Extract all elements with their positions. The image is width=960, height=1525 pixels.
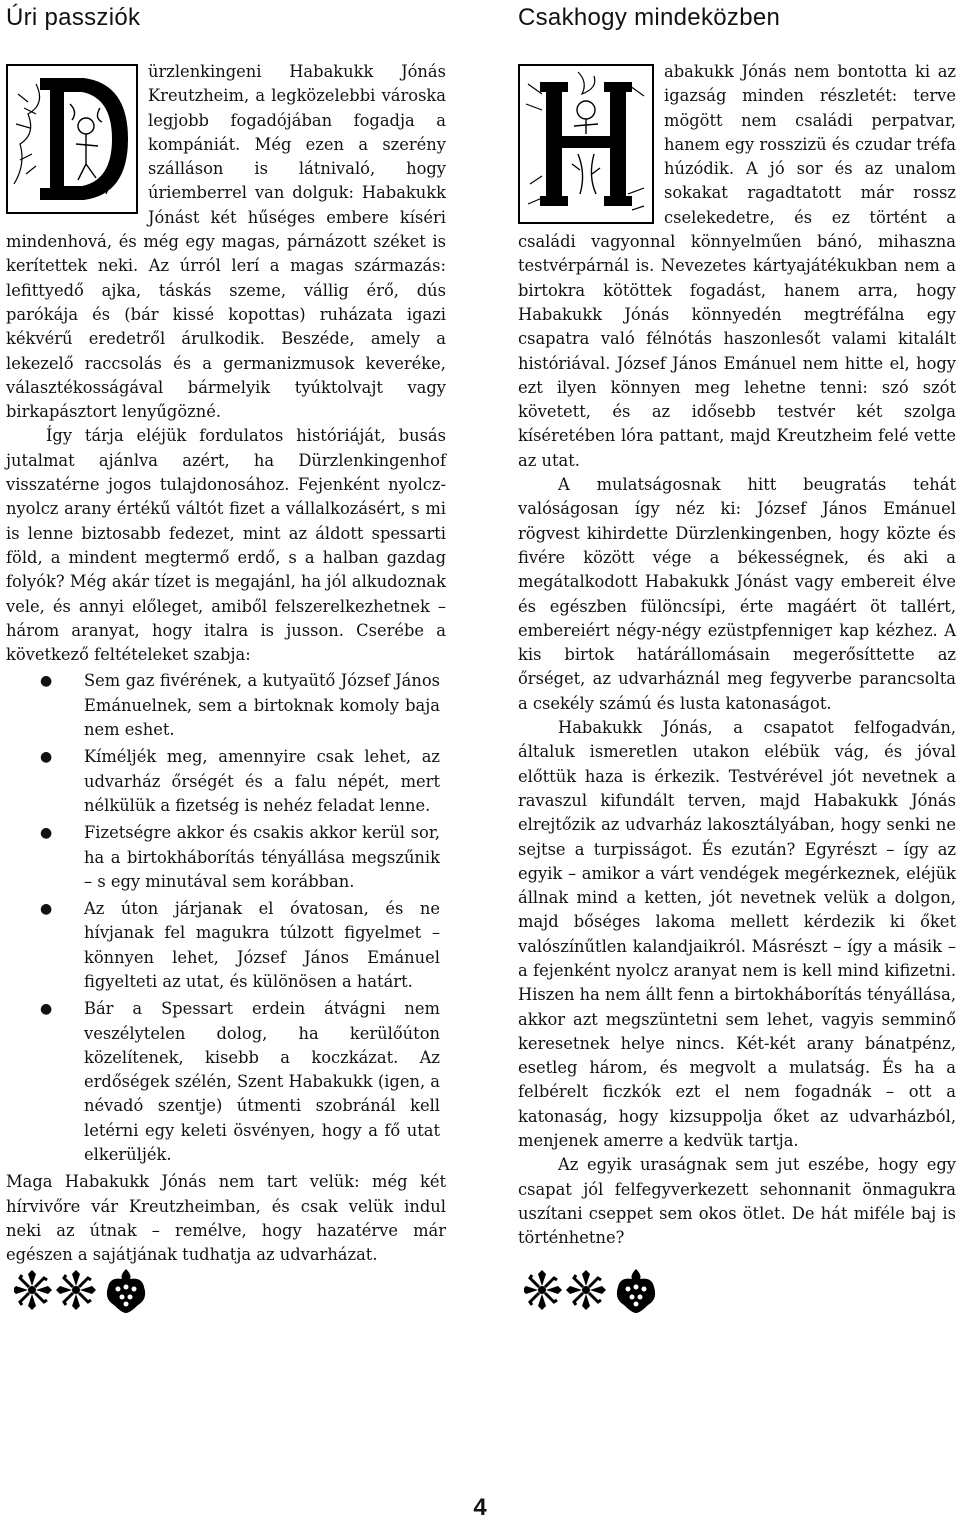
left-section-title: Úri passziók	[6, 4, 141, 31]
left-body-text	[6, 60, 446, 1268]
list-item	[40, 821, 446, 894]
right-paragraph-4: Az egyik uraságnak sem jut eszébe, hogy egy csapat jól felfegyverkezett sehonnanit önmagukra uszítani cseppet sem okos ötlet. De hát miféle baj is történhetne?	[518, 1155, 956, 1248]
left-paragraph-3: Maga Habakukk Jónás nem tart velük: még két hírvivőre vár Kreutzheimban, és csak velük indul neki az útnak – remélve, hogy hazatérve már egészen a sajátjának tudhatja az udvarházat.	[6, 1172, 446, 1265]
woodcut-initial-h-icon	[518, 64, 654, 224]
conditions-list	[6, 669, 446, 1167]
dropcap-d	[6, 64, 138, 214]
list-item	[40, 669, 446, 742]
bullet-icon: ●	[40, 673, 53, 690]
list-item-text: Sem gaz fivérének, a kutyaütő József János Emánuelnek, sem a birtoknak komoly baja nem eshet.	[84, 671, 440, 740]
right-body-text	[518, 60, 956, 1251]
left-paragraph-1: ürzlenkingeni Habakukk Jónás Kreutzheim, a legközelebbi városka legjobb fogadójában fogadja a kompániát. Még ezen a szerény szálláson is látnivaló, hogy úriemberrel van dolguk: Habakukk Jónást két hűséges embere kíséri mindenhová, és még egy magas, párnázott széket is kerítettek neki. Az úrról lerí a magas származás: lefittyedő ajka, táskás szeme, vállig érő, dús parókája és (bár kissé kopottas) ruházata igazi kékvérű eredetről árulkodik. Beszéde, amely a lekezelő raccsolás és a germanizmusok keveréke, választékosságával bármelyik tyúktolvajt vagy birkapásztort lenyűgözné.	[6, 62, 446, 422]
fleuron-ornament-icon	[14, 1265, 164, 1315]
bullet-icon: ●	[40, 901, 53, 918]
list-item	[40, 745, 446, 818]
right-paragraph-2: A mulatságosnak hitt beugratás tehát valóságosan így néz ki: József János Emánuel rögvest kihirdette Dürzlenkingenben, hogy közte és fivére között vége a békességnek, és aki a megátalkodott Habakukk Jónást vagy embereit élve és egészben fülöncsípi, érte magáért öt tallért, embereiért négy-négy ezüstpfennigeт kap kézhez. A kis birtok határállomásain megerősíttette az őrséget, az udvarháznál meg fegyverbe parancsolta a csekély számú és lusta katonaságot.	[518, 475, 956, 713]
ornament-left	[14, 1265, 164, 1315]
fleuron-ornament-icon	[524, 1265, 674, 1315]
list-item-text: Fizetségre akkor és csakis akkor kerül sor, ha a birtokháborítás tényállása megszűnik – s egy minutával sem korábban.	[84, 823, 440, 891]
page-number: 4	[473, 1494, 487, 1521]
list-item	[40, 997, 446, 1167]
list-item-text: Kíméljék meg, amennyire csak lehet, az udvarház őrségét és a falu népét, mert nélkülük a fizetség is nehéz feladat lenne.	[84, 747, 440, 815]
left-paragraph-2: Így tárja eléjük fordulatos históriáját, busás jutalmat ajánlva azért, ha Dürzlenkingenhof visszatérne jogos tulajdonosához. Fejenként nyolcz-nyolcz arany értékű váltót fizet a vállalkozásért, s mi is lenne biztosabb fedezet, mint az áldott spessarti föld, a mindent megtermő erdő, s a halban gazdag folyók? Még akár tízet is megajánl, ha jól alkudoznak vele, és annyi előleget, amiből felszerelkezhetnek – három aranyat, hogy italra is jusson. Cserébe a következő feltételeket szabja:	[6, 426, 446, 665]
right-section-title: Csakhogy mindeközben	[518, 4, 781, 31]
right-paragraph-3: Habakukk Jónás, a csapatot felfogadván, általuk ismeretlen utakon elébük vág, és jóval előttük haza is érkezik. Testvérével jót nevetnek a ravaszul kifundált terven, majd Habakukk Jónás elrejtőzik az udvarház lakosztályában, hogy senki ne sejtse a turpisságot. És ezután? Egyrészt – így az egyik – amikor a várt vendégek megérkeznek, eléjük állnak mind a ketten, jót nevetnek velük a dolgon, majd bőséges lakoma mellett kérdezik ki őket valószínűtlen kalandjaikról. Másrészt – így a másik – a fejenként nyolcz aranyat nem is kell mind kifizetni. Hiszen ha nem állt fenn a birtokháborítás tényállása, akkor azt megszüntetni sem lehet, vagyis semminő keresetnek helye nincs. Két-két arany bánatpénz, esetleg három, és megvolt a mulatság. És ha a felbérelt ficzkók ezt el nem fogadnák – ott a katonaság, hogy kizsuppolja őket az udvarházból, menjenek amerre a kedvük tartja.	[518, 718, 957, 1151]
list-item	[40, 897, 446, 994]
ornament-right	[524, 1265, 674, 1315]
right-paragraph-1: abakukk Jónás nem bontotta ki az igazság minden részletét: terve mögött nem családi perpatvar, hanem egy rosszizü és czudar tréfa húzódik. A jó sor és az unalom sokakat ragadtatott már rossz cselekedetre, és ez történt a családi vagyonnal könnyelműen bánó, mihaszna testvérpárnál is. Nevezetes kártyajátékukban nem a birtokra kötöttek fogadást, hanem arra, hogy Habakukk Jónás könnyedén megtréfálna egy csapatra való félnótás haszonlesőt valami kitalált históriával. József János Emánuel nem hitte el, hogy ezt ilyen könnyen meg lehetne tenni: szó szót követett, és az idősebb testvér két szolga kíséretében lóra pattant, majd Kreutzheim felé vette az utat.	[518, 62, 956, 470]
bullet-icon: ●	[40, 1001, 53, 1018]
woodcut-initial-d-icon	[6, 64, 138, 214]
bullet-icon: ●	[40, 749, 53, 766]
list-item-text: Bár a Spessart erdein átvágni nem veszélytelen dolog, ha kerülőúton közelítenek, kisebb a koczkázat. Az erdőségek szélén, Szent Habakukk (igen, a névadó szentje) útmenti szobránál kell letérni egy keleti ösvényen, hogy a fő utat elkerüljék.	[84, 999, 441, 1165]
list-item-text: Az úton járjanak el óvatosan, és ne hívjanak fel magukra túlzott figyelmet – könnyen lehet, József János Emánuel figyelteti az utat, és különösen a határt.	[84, 899, 440, 991]
bullet-icon: ●	[40, 825, 53, 842]
dropcap-h	[518, 64, 654, 224]
